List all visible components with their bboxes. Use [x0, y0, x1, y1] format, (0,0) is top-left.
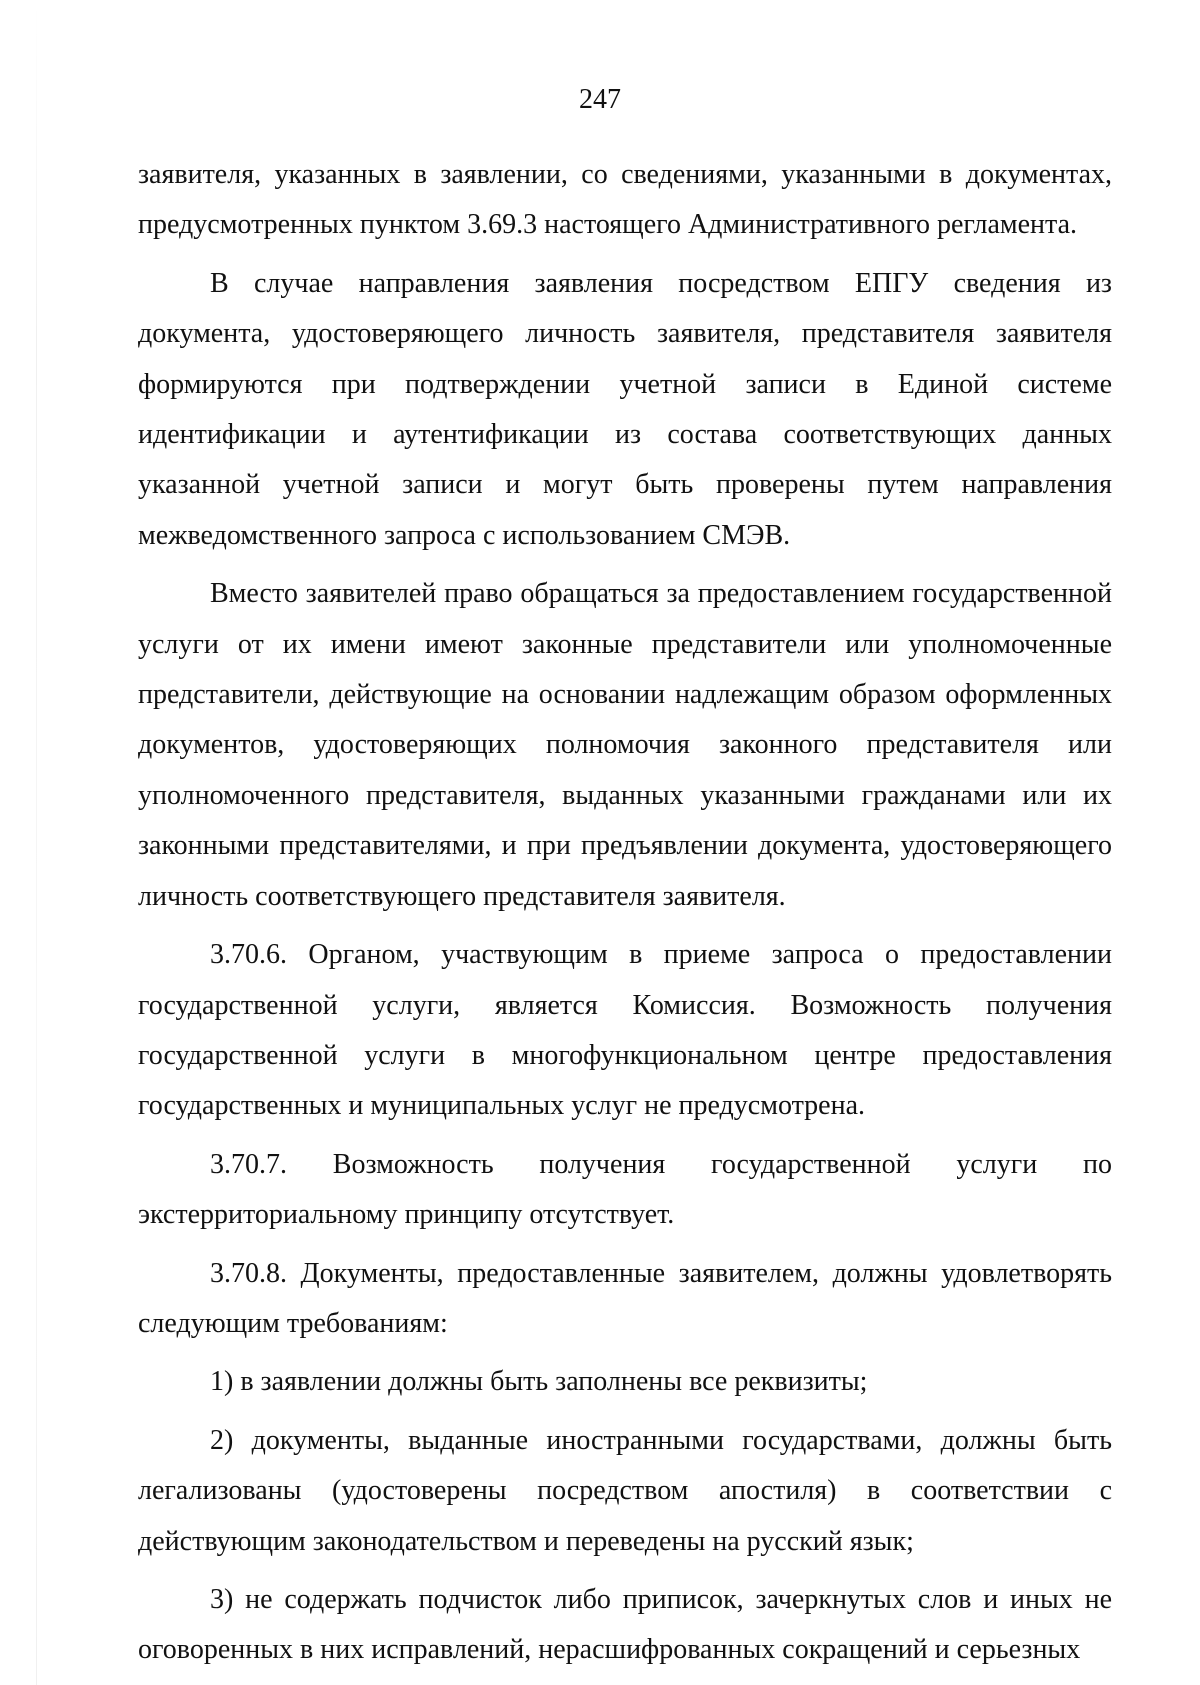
paragraph-epgu-identification: В случае направления заявления посредством ЕПГУ сведения из документа, удостоверяющего личность заявителя, представителя заявителя формируются при подтверждении учетной записи в Единой системе идентификации и аутентификации из состава соответствующих данных указанной учетной записи и могут быть проверены путем направления межведомственного запроса с использованием СМЭВ. — [138, 267, 1112, 551]
paragraph-3-70-6: 3.70.6. Органом, участвующим в приеме запроса о предоставлении государственной услуги, является Комиссия. Возможность получения государственной услуги в многофункциональном центре предоставления государственных и муниципальных услуг не предусмотрена. — [138, 939, 1112, 1122]
paragraph-representatives: Вместо заявителей право обращаться за предоставлением государственной услуги от их имени имеют законные представители или уполномоченные представители, действующие на основании надлежащим образом оформленных документов, удостоверяющих полномочия законного представителя или уполномоченного представителя, выданных указанными гражданами или их законными представителями, и при предъявлении документа, удостоверяющего личность соответствующего представителя заявителя. — [138, 578, 1112, 912]
list-item-2: 2) документы, выданные иностранными государствами, должны быть легализованы (удостоверены посредством апостиля) в соответствии с действующим законодательством и переведены на русский язык; — [138, 1424, 1112, 1557]
paragraph-3-70-7: 3.70.7. Возможность получения государственной услуги по экстерриториальному принципу отсутствует. — [138, 1148, 1112, 1231]
list-item-3: 3) не содержать подчисток либо приписок, зачеркнутых слов и иных не оговоренных в них исправлений, нерасшифрованных сокращений и серьезных — [138, 1583, 1112, 1666]
document-body — [138, 150, 1112, 1676]
page-number: 247 — [579, 84, 621, 115]
list-item-1: 1) в заявлении должны быть заполнены все реквизиты; — [210, 1366, 868, 1398]
paragraph-continuation: заявителя, указанных в заявлении, со сведениями, указанными в документах, предусмотренных пунктом 3.69.3 настоящего Административного регламента. — [138, 159, 1112, 241]
paragraph-3-70-8: 3.70.8. Документы, предоставленные заявителем, должны удовлетворять следующим требованиям: — [138, 1257, 1112, 1339]
scan-edge-shadow — [36, 0, 37, 1685]
